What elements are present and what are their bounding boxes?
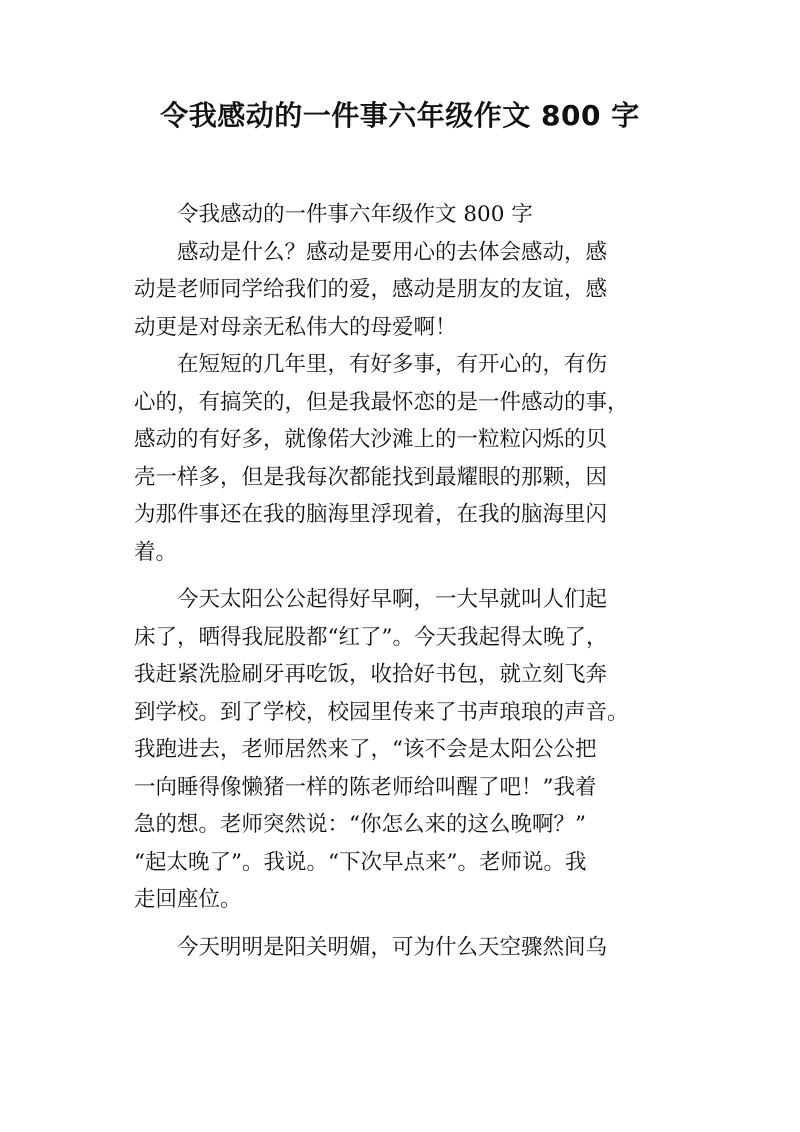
paragraph-2-line-6: 着。 [134,539,178,565]
paragraph-3-line-6: 一向睡得像懒猪一样的陈老师给叫醒了吧！”我着 [134,774,597,800]
paragraph-1-line-1: 感动是什么？感动是要用心的去体会感动，感 [134,239,608,265]
document-title: 令我感动的一件事六年级作文 800 字 [160,99,640,132]
paragraph-3-line-9: 走回座位。 [134,887,242,912]
paragraph-2-line-2: 心的，有搞笑的，但是我最怀恋的是一件感动的事， [134,389,629,415]
paragraph-2-line-3: 感动的有好多，就像偌大沙滩上的一粒粒闪烁的贝 [134,427,608,452]
document-body [134,196,662,966]
paragraph-3-line-8: “起太晚了”。我说。“下次早点来”。老师说。我 [134,849,587,875]
paragraph-2-line-5: 为那件事还在我的脑海里浮现着，在我的脑海里闪 [134,502,608,527]
paragraph-spacer [134,571,662,581]
paragraph-1-line-2: 动是老师同学给我们的爱，感动是朋友的友谊，感 [134,277,608,302]
paragraph-1-line-3: 动更是对母亲无私伟大的母爱啊！ [134,314,457,340]
paragraph-3-line-5: 我跑进去，老师居然来了，“该不会是太阳公公把 [134,737,597,762]
paragraph-2-line-4: 壳一样多，但是我每次都能找到最耀眼的那颗，因 [134,464,608,490]
paragraph-3-line-3: 我赶紧洗脸刷牙再吃饭，收拾好书包，就立刻飞奔 [134,662,608,687]
paragraph-2-line-1: 在短短的几年里，有好多事，有开心的，有伤 [134,352,608,377]
paragraph-3-line-1: 今天太阳公公起得好早啊，一大早就叫人们起 [134,587,608,612]
paragraph-3-line-4: 到学校。到了学校，校园里传来了书声琅琅的声音。 [134,699,629,725]
paragraph-spacer [134,919,662,929]
subtitle-line: 令我感动的一件事六年级作文 800 字 [134,202,533,227]
paragraph-3-line-7: 急的想。老师突然说：“你怎么来的这么晚啊？” [134,812,586,837]
paragraph-4-line-1: 今天明明是阳关明媚，可为什么天空骤然间乌 [134,934,608,960]
paragraph-3-line-2: 床了，晒得我屁股都“红了”。今天我起得太晚了， [134,624,608,650]
